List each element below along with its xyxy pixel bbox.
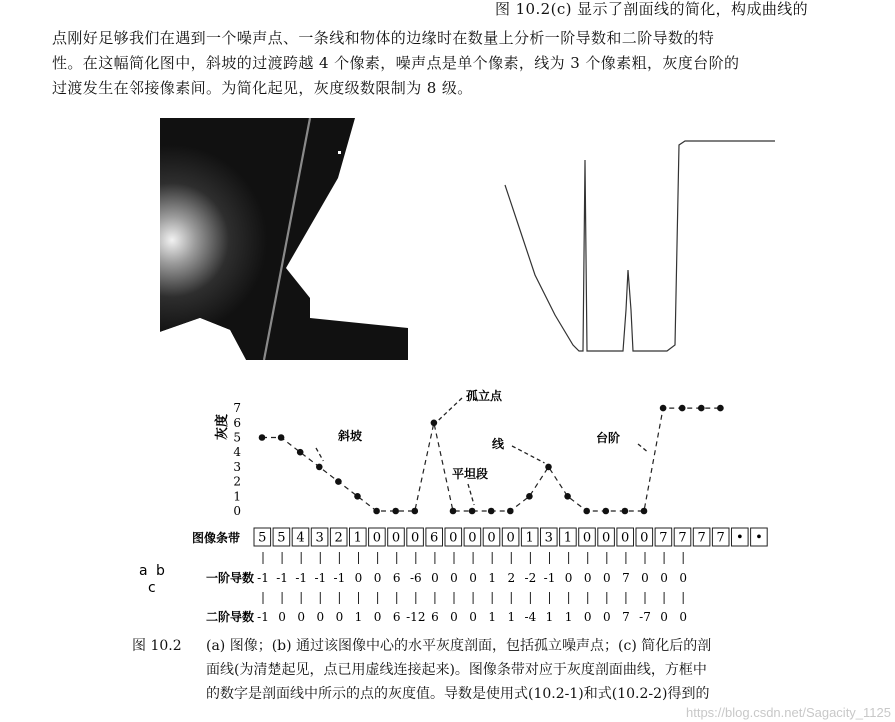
profile-dashed-line xyxy=(262,408,720,511)
figure-image-a xyxy=(160,118,420,360)
strip-cell-value: 1 xyxy=(563,530,573,546)
derivative-value: -6 xyxy=(409,571,422,585)
derivative-value: 1 xyxy=(564,610,573,624)
derivative-value: 1 xyxy=(354,610,363,624)
derivative-value: -1 xyxy=(257,610,269,624)
derivative-value: 1 xyxy=(488,571,497,585)
derivative-value: 0 xyxy=(679,610,688,624)
body-paragraph xyxy=(52,0,858,110)
derivative-value: -1 xyxy=(257,571,269,585)
profile-point xyxy=(335,478,342,485)
derivative-value: 0 xyxy=(450,610,458,624)
derivative-value: -1 xyxy=(543,571,556,585)
strip-cell-value: 0 xyxy=(601,530,611,546)
derivative-value: 1 xyxy=(545,610,554,624)
paragraph-line-4: 过渡发生在邻接像素间。为简化起见，灰度级数限制为 8 级。 xyxy=(52,79,473,97)
strip-cell-value: 3 xyxy=(315,530,324,546)
strip-cell-value: 1 xyxy=(525,530,534,546)
panel-label-b: b xyxy=(156,563,165,579)
y-tick-label: 5 xyxy=(233,430,241,445)
profile-point xyxy=(526,493,533,500)
derivative-value: 0 xyxy=(679,571,688,585)
profile-point xyxy=(259,434,266,441)
strip-cell-value: 0 xyxy=(391,530,401,546)
derivative-value: -4 xyxy=(524,610,537,624)
strip-cell-value: • xyxy=(755,530,763,546)
panel-label-c: c xyxy=(148,580,156,596)
profile-point xyxy=(641,508,648,515)
derivative-value: 0 xyxy=(583,610,592,624)
derivative-value: 1 xyxy=(507,610,516,624)
annotations xyxy=(316,388,648,505)
annotation-label: 线 xyxy=(492,437,505,451)
annotation-arrow xyxy=(438,398,462,421)
profile-curve xyxy=(505,141,775,351)
paragraph-line-3: 性。在这幅简化图中，斜坡的过渡跨越 4 个像素，噪声点是单个像素，线为 3 个像素粗，灰度台阶的 xyxy=(52,54,740,72)
profile-point xyxy=(431,420,438,427)
profile-point xyxy=(488,508,495,515)
derivative-value: 0 xyxy=(469,610,477,624)
profile-point xyxy=(354,493,361,500)
derivative-value: -2 xyxy=(524,571,537,585)
derivative-value: 0 xyxy=(316,610,325,624)
derivative-value: 0 xyxy=(450,571,458,585)
annotation-label: 台阶 xyxy=(596,431,621,445)
figure-chart-c xyxy=(0,380,895,630)
derivative-value: 6 xyxy=(431,610,439,624)
panel-label-a: a xyxy=(139,563,148,579)
derivative-value: 0 xyxy=(602,610,611,624)
profile-point xyxy=(316,464,323,471)
derivative-value: 2 xyxy=(507,571,516,585)
derivative-value: 0 xyxy=(335,610,344,624)
annotation-arrow xyxy=(316,448,323,461)
strip-cell-value: 0 xyxy=(621,530,630,546)
derivative-value: 0 xyxy=(469,571,477,585)
caption-line-3: 的数字是剖面线中所示的点的灰度值。导数是使用式(10.2-1)和式(10.2-2)得到的 xyxy=(206,686,710,702)
profile-point xyxy=(373,508,380,515)
watermark: https://blog.csdn.net/Sagacity_1125 xyxy=(685,705,891,720)
strip-cell-value: 7 xyxy=(697,530,706,546)
caption-line-2: 面线(为清楚起见，点已用虚线连接起来)。图像条带对应于灰度剖面曲线，方框中 xyxy=(206,662,707,678)
derivative-value: 7 xyxy=(622,571,630,585)
second-derivative-label: 二阶导数 xyxy=(206,610,255,624)
derivative-value: -1 xyxy=(295,571,308,585)
strip-cell-value: 2 xyxy=(334,530,343,546)
derivative-value: 0 xyxy=(564,571,573,585)
strip-cell-value: 6 xyxy=(430,530,439,546)
strip-cell-value: 0 xyxy=(506,530,515,546)
strip-cell-value: 5 xyxy=(277,530,286,546)
strip-cell-value: 7 xyxy=(678,530,687,546)
derivative-value: 0 xyxy=(373,610,382,624)
profile-point xyxy=(507,508,514,515)
first-derivative-label: 一阶导数 xyxy=(206,571,255,585)
strip-cell-value: 7 xyxy=(659,530,668,546)
annotation-label: 斜坡 xyxy=(338,429,363,443)
strip-row-label: 图像条带 xyxy=(192,531,241,545)
annotation-arrow xyxy=(512,446,545,463)
strip-cell-value: 4 xyxy=(296,530,305,546)
y-axis-label: 灰度 xyxy=(215,413,230,440)
profile-line xyxy=(262,408,720,511)
profile-point xyxy=(392,508,399,515)
derivative-value: -1 xyxy=(333,571,346,585)
y-tick-label: 3 xyxy=(233,459,241,474)
figure-profile-b xyxy=(495,125,780,360)
paragraph-line-2: 点刚好足够我们在遇到一个噪声点、一条线和物体的边缘时在数量上分析一阶导数和二阶导数的特 xyxy=(52,29,715,47)
strip-cell-value: 0 xyxy=(582,530,592,546)
profile-point xyxy=(583,508,590,515)
panel-labels xyxy=(139,563,165,596)
derivative-value: 7 xyxy=(622,610,630,624)
derivative-value: -1 xyxy=(314,571,327,585)
profile-point xyxy=(469,508,476,515)
profile-point xyxy=(450,508,457,515)
image-strip xyxy=(254,528,767,546)
y-tick-label: 6 xyxy=(233,415,241,430)
derivative-value: 0 xyxy=(354,571,363,585)
annotation-arrow xyxy=(638,444,648,452)
strip-cell-value: 7 xyxy=(716,530,725,546)
y-tick-label: 1 xyxy=(233,489,241,504)
profile-point xyxy=(660,405,667,412)
annotation-label: 平坦段 xyxy=(452,467,489,481)
derivative-value: 0 xyxy=(431,571,439,585)
paragraph-line-1: 图 10.2(c) 显示了剖面线的简化，构成曲线的 xyxy=(495,0,809,18)
derivative-value: 6 xyxy=(392,571,401,585)
first-derivative-row xyxy=(257,552,687,585)
derivative-value: -7 xyxy=(639,610,651,624)
profile-point xyxy=(717,405,724,412)
strip-cell-value: • xyxy=(735,530,744,546)
profile-point xyxy=(545,464,552,471)
strip-cell-value: 1 xyxy=(353,530,362,546)
strip-cell-value: 3 xyxy=(544,530,553,546)
strip-cell-value: 0 xyxy=(449,530,458,546)
strip-cell-value: 0 xyxy=(372,530,382,546)
caption-line-1: (a) 图像；(b) 通过该图像中心的水平灰度剖面，包括孤立噪声点；(c) 简化后的剖 xyxy=(206,638,712,654)
second-derivative-row xyxy=(257,592,687,624)
strip-cell-value: 0 xyxy=(487,530,496,546)
y-tick-label: 7 xyxy=(233,401,241,416)
derivative-value: -1 xyxy=(276,571,288,585)
derivative-value: 6 xyxy=(392,610,401,624)
profile-point xyxy=(564,493,571,500)
profile-point xyxy=(412,508,419,515)
strip-cell-value: 5 xyxy=(258,530,267,546)
y-tick-label: 4 xyxy=(233,445,241,460)
derivative-value: -12 xyxy=(406,610,426,624)
derivative-value: 0 xyxy=(583,571,592,585)
profile-point xyxy=(278,434,285,441)
strip-cell-value: 0 xyxy=(468,530,477,546)
profile-point xyxy=(679,405,686,412)
derivative-value: 0 xyxy=(278,610,286,624)
y-axis-ticks xyxy=(233,401,241,518)
derivative-value: 0 xyxy=(660,610,668,624)
derivative-value: 0 xyxy=(373,571,382,585)
profile-point xyxy=(698,405,705,412)
derivative-value: 0 xyxy=(641,571,649,585)
derivative-value: 1 xyxy=(488,610,497,624)
caption-label: 图 10.2 xyxy=(132,638,182,654)
derivative-value: 0 xyxy=(297,610,306,624)
annotation-label: 孤立点 xyxy=(466,389,503,403)
derivative-value: 0 xyxy=(602,571,611,585)
profile-point xyxy=(622,508,629,515)
profile-point xyxy=(297,449,304,456)
strip-cell-value: 0 xyxy=(640,530,649,546)
y-tick-label: 2 xyxy=(233,474,241,489)
y-tick-label: 0 xyxy=(233,504,241,518)
derivative-value: 0 xyxy=(660,571,668,585)
strip-cell-value: 0 xyxy=(410,530,420,546)
profile-point xyxy=(603,508,610,515)
annotation-arrow xyxy=(468,484,474,505)
